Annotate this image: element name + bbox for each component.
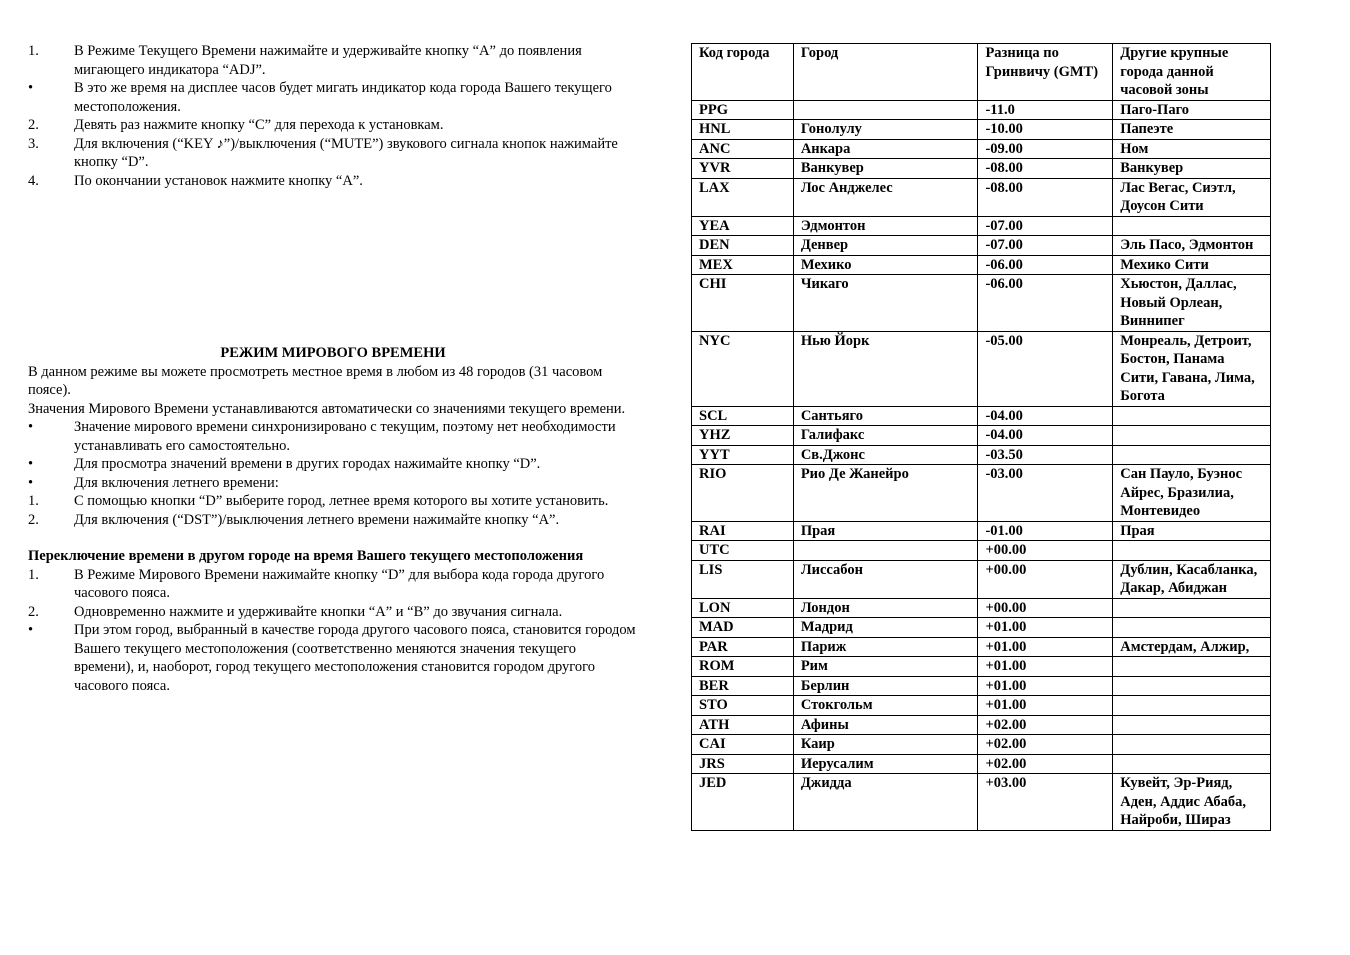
gmt-diff-cell: -08.00	[978, 178, 1113, 216]
timezone-table	[691, 43, 1271, 831]
other-cities-cell: Лас Вегас, Сиэтл, Доусон Сити	[1113, 178, 1271, 216]
city-code-cell: YVR	[692, 159, 794, 179]
city-cell: Чикаго	[793, 275, 978, 332]
list-marker: 4.	[28, 172, 39, 189]
other-cities-cell	[1113, 541, 1271, 561]
gmt-diff-cell: -07.00	[978, 216, 1113, 236]
table-row	[692, 676, 1271, 696]
table-row	[692, 139, 1271, 159]
switching-list	[28, 566, 638, 696]
table-row	[692, 521, 1271, 541]
city-cell: Сантьяго	[793, 406, 978, 426]
table-row	[692, 275, 1271, 332]
list-item	[28, 42, 638, 79]
list-item	[28, 621, 638, 695]
list-marker: •	[28, 80, 34, 96]
list-item	[28, 566, 638, 603]
other-cities-cell	[1113, 754, 1271, 774]
other-cities-cell: Монреаль, Детроит, Бостон, Панама Сити, Гавана, Лима, Богота	[1113, 331, 1271, 406]
header-other-cities: Другие крупные города данной часовой зоны	[1113, 44, 1271, 101]
city-code-cell: ATH	[692, 715, 794, 735]
gmt-diff-cell: -05.00	[978, 331, 1113, 406]
list-item	[28, 511, 638, 530]
gmt-diff-cell: +02.00	[978, 754, 1113, 774]
city-code-cell: DEN	[692, 236, 794, 256]
list-item	[28, 79, 638, 116]
other-cities-cell: Ном	[1113, 139, 1271, 159]
table-row	[692, 774, 1271, 831]
table-row	[692, 100, 1271, 120]
world-time-title: РЕЖИМ МИРОВОГО ВРЕМЕНИ	[220, 345, 446, 361]
left-column	[28, 42, 638, 695]
other-cities-cell	[1113, 445, 1271, 465]
table-row	[692, 754, 1271, 774]
list-text: Девять раз нажмите кнопку “C” для перехода к установкам.	[74, 117, 444, 133]
city-cell: Анкара	[793, 139, 978, 159]
city-code-cell: MEX	[692, 255, 794, 275]
world-time-intro-1: В данном режиме вы можете просмотреть местное время в любом из 48 городов (31 часовом поясе).	[28, 363, 603, 398]
table-row	[692, 120, 1271, 140]
city-cell: Денвер	[793, 236, 978, 256]
setup-steps-list	[28, 42, 638, 190]
list-marker: 1.	[28, 493, 39, 509]
other-cities-cell: Ванкувер	[1113, 159, 1271, 179]
table-row	[692, 715, 1271, 735]
list-item	[28, 418, 638, 455]
list-marker: •	[28, 474, 34, 491]
city-cell: Рим	[793, 657, 978, 677]
gmt-diff-cell: -11.0	[978, 100, 1113, 120]
gmt-diff-cell: +02.00	[978, 715, 1113, 735]
city-cell: Ванкувер	[793, 159, 978, 179]
gmt-diff-cell: +01.00	[978, 676, 1113, 696]
list-text: В Режиме Текущего Времени нажимайте и удерживайте кнопку “A” до появления мигающего индикатора “ADJ”.	[74, 43, 582, 78]
city-code-cell: LAX	[692, 178, 794, 216]
other-cities-cell: Кувейт, Эр-Рияд, Аден, Аддис Абаба, Найроби, Шираз	[1113, 774, 1271, 831]
gmt-diff-cell: +00.00	[978, 598, 1113, 618]
list-marker: •	[28, 456, 34, 472]
table-row	[692, 598, 1271, 618]
city-cell: Джидда	[793, 774, 978, 831]
city-code-cell: SCL	[692, 406, 794, 426]
city-code-cell: PAR	[692, 637, 794, 657]
city-code-cell: STO	[692, 696, 794, 716]
city-code-cell: MAD	[692, 618, 794, 638]
gmt-diff-cell: +02.00	[978, 735, 1113, 755]
list-text: С помощью кнопки “D” выберите город, летнее время которого вы хотите установить.	[74, 493, 609, 509]
table-row	[692, 657, 1271, 677]
city-cell: Галифакс	[793, 426, 978, 446]
list-text: Одновременно нажмите и удерживайте кнопки “A” и “B” до звучания сигнала.	[74, 603, 563, 620]
gmt-diff-cell: +01.00	[978, 637, 1113, 657]
other-cities-cell	[1113, 618, 1271, 638]
table-row	[692, 735, 1271, 755]
other-cities-cell: Амстердам, Алжир,	[1113, 637, 1271, 657]
city-cell: Мехико	[793, 255, 978, 275]
city-code-cell: YYT	[692, 445, 794, 465]
city-code-cell: CAI	[692, 735, 794, 755]
city-code-cell: NYC	[692, 331, 794, 406]
city-code-cell: RIO	[692, 465, 794, 522]
other-cities-cell	[1113, 657, 1271, 677]
city-cell: Лос Анджелес	[793, 178, 978, 216]
other-cities-cell: Хьюстон, Даллас, Новый Орлеан, Виннипег	[1113, 275, 1271, 332]
city-cell: Нью Йорк	[793, 331, 978, 406]
gmt-diff-cell: -03.50	[978, 445, 1113, 465]
list-item	[28, 455, 638, 474]
list-marker: 3.	[28, 135, 39, 152]
list-marker: •	[28, 622, 34, 638]
city-cell: Мадрид	[793, 618, 978, 638]
city-code-cell: YEA	[692, 216, 794, 236]
gmt-diff-cell: +00.00	[978, 541, 1113, 561]
city-cell: Прая	[793, 521, 978, 541]
city-code-cell: PPG	[692, 100, 794, 120]
other-cities-cell	[1113, 715, 1271, 735]
table-row	[692, 426, 1271, 446]
table-row	[692, 255, 1271, 275]
city-cell: Иерусалим	[793, 754, 978, 774]
gmt-diff-cell: +01.00	[978, 657, 1113, 677]
header-city: Город	[793, 44, 978, 101]
city-cell: Лондон	[793, 598, 978, 618]
city-code-cell: ANC	[692, 139, 794, 159]
other-cities-cell: Сан Пауло, Буэнос Айрес, Бразилиа, Монтевидео	[1113, 465, 1271, 522]
switching-title: Переключение времени в другом городе на время Вашего текущего местоположения	[28, 548, 584, 564]
city-code-cell: LIS	[692, 560, 794, 598]
list-marker: •	[28, 419, 34, 435]
list-marker: 2.	[28, 117, 39, 133]
city-code-cell: YHZ	[692, 426, 794, 446]
table-row	[692, 445, 1271, 465]
other-cities-cell: Папеэте	[1113, 120, 1271, 140]
gmt-diff-cell: -04.00	[978, 406, 1113, 426]
list-marker: 1.	[28, 43, 39, 59]
other-cities-cell	[1113, 696, 1271, 716]
list-item	[28, 474, 638, 493]
gmt-diff-cell: -04.00	[978, 426, 1113, 446]
table-row	[692, 465, 1271, 522]
table-row	[692, 331, 1271, 406]
city-code-cell: LON	[692, 598, 794, 618]
other-cities-cell	[1113, 676, 1271, 696]
gmt-diff-cell: -08.00	[978, 159, 1113, 179]
city-code-cell: HNL	[692, 120, 794, 140]
city-cell: Гонолулу	[793, 120, 978, 140]
other-cities-cell: Эль Пасо, Эдмонтон	[1113, 236, 1271, 256]
city-code-cell: BER	[692, 676, 794, 696]
city-code-cell: CHI	[692, 275, 794, 332]
city-cell: Афины	[793, 715, 978, 735]
city-cell: Лиссабон	[793, 560, 978, 598]
table-row	[692, 618, 1271, 638]
gmt-diff-cell: -06.00	[978, 255, 1113, 275]
city-code-cell: JED	[692, 774, 794, 831]
city-cell: Св.Джонс	[793, 445, 978, 465]
table-row	[692, 159, 1271, 179]
list-item	[28, 603, 638, 622]
header-gmt-diff: Разница по Гринвичу (GMT)	[978, 44, 1113, 101]
gmt-diff-cell: +03.00	[978, 774, 1113, 831]
gmt-diff-cell: -03.00	[978, 465, 1113, 522]
table-row	[692, 406, 1271, 426]
city-cell: Каир	[793, 735, 978, 755]
list-item	[28, 135, 638, 172]
gmt-diff-cell: +01.00	[978, 696, 1113, 716]
city-code-cell: UTC	[692, 541, 794, 561]
table-header-row	[692, 44, 1271, 101]
other-cities-cell	[1113, 406, 1271, 426]
list-text: Значение мирового времени синхронизировано с текущим, поэтому нет необходимости устанавливать его самостоятельно.	[74, 419, 616, 454]
city-code-cell: ROM	[692, 657, 794, 677]
gmt-diff-cell: +00.00	[978, 560, 1113, 598]
city-cell: Рио Де Жанейро	[793, 465, 978, 522]
list-text: Для включения (“KEY ♪”)/выключения (“MUTE”) звукового сигнала кнопок нажимайте кнопку “D”.	[74, 135, 618, 170]
city-cell	[793, 541, 978, 561]
other-cities-cell	[1113, 426, 1271, 446]
list-text: Для просмотра значений времени в других городах нажимайте кнопку “D”.	[74, 456, 541, 472]
list-marker: 1.	[28, 566, 39, 583]
list-marker: 2.	[28, 511, 39, 528]
list-item	[28, 116, 638, 135]
table-row	[692, 560, 1271, 598]
gmt-diff-cell: -10.00	[978, 120, 1113, 140]
list-item	[28, 492, 638, 511]
header-city-code: Код города	[692, 44, 794, 101]
other-cities-cell	[1113, 598, 1271, 618]
city-cell: Берлин	[793, 676, 978, 696]
table-row	[692, 696, 1271, 716]
list-text: В это же время на дисплее часов будет мигать индикатор кода города Вашего текущего местоположения.	[74, 80, 612, 115]
other-cities-cell: Мехико Сити	[1113, 255, 1271, 275]
table-row	[692, 216, 1271, 236]
world-time-intro-2: Значения Мирового Времени устанавливаются автоматически со значениями текущего времени.	[28, 400, 626, 417]
world-time-list	[28, 418, 638, 529]
list-marker: 2.	[28, 603, 39, 620]
list-text: В Режиме Мирового Времени нажимайте кнопку “D” для выбора кода города другого часового пояса.	[74, 566, 605, 601]
gmt-diff-cell: -06.00	[978, 275, 1113, 332]
list-text: По окончании установок нажмите кнопку “A”.	[74, 172, 363, 189]
gmt-diff-cell: +01.00	[978, 618, 1113, 638]
gmt-diff-cell: -09.00	[978, 139, 1113, 159]
table-row	[692, 541, 1271, 561]
other-cities-cell: Дублин, Касабланка, Дакар, Абиджан	[1113, 560, 1271, 598]
city-code-cell: JRS	[692, 754, 794, 774]
table-row	[692, 178, 1271, 216]
city-cell: Стокгольм	[793, 696, 978, 716]
other-cities-cell: Прая	[1113, 521, 1271, 541]
gmt-diff-cell: -01.00	[978, 521, 1113, 541]
list-text: Для включения летнего времени:	[74, 474, 279, 491]
other-cities-cell: Паго-Паго	[1113, 100, 1271, 120]
city-cell	[793, 100, 978, 120]
table-row	[692, 637, 1271, 657]
city-code-cell: RAI	[692, 521, 794, 541]
city-cell: Эдмонтон	[793, 216, 978, 236]
table-row	[692, 236, 1271, 256]
list-text: Для включения (“DST”)/выключения летнего времени нажимайте кнопку “A”.	[74, 511, 560, 528]
list-item	[28, 172, 638, 191]
gmt-diff-cell: -07.00	[978, 236, 1113, 256]
city-cell: Париж	[793, 637, 978, 657]
list-text: При этом город, выбранный в качестве города другого часового пояса, становится городом Вашего текущего местоположения (соответственно меняются значения текущего времени), и, наоборот, город текущего местоположения становится городом другого часового пояса.	[74, 622, 636, 694]
other-cities-cell	[1113, 216, 1271, 236]
other-cities-cell	[1113, 735, 1271, 755]
